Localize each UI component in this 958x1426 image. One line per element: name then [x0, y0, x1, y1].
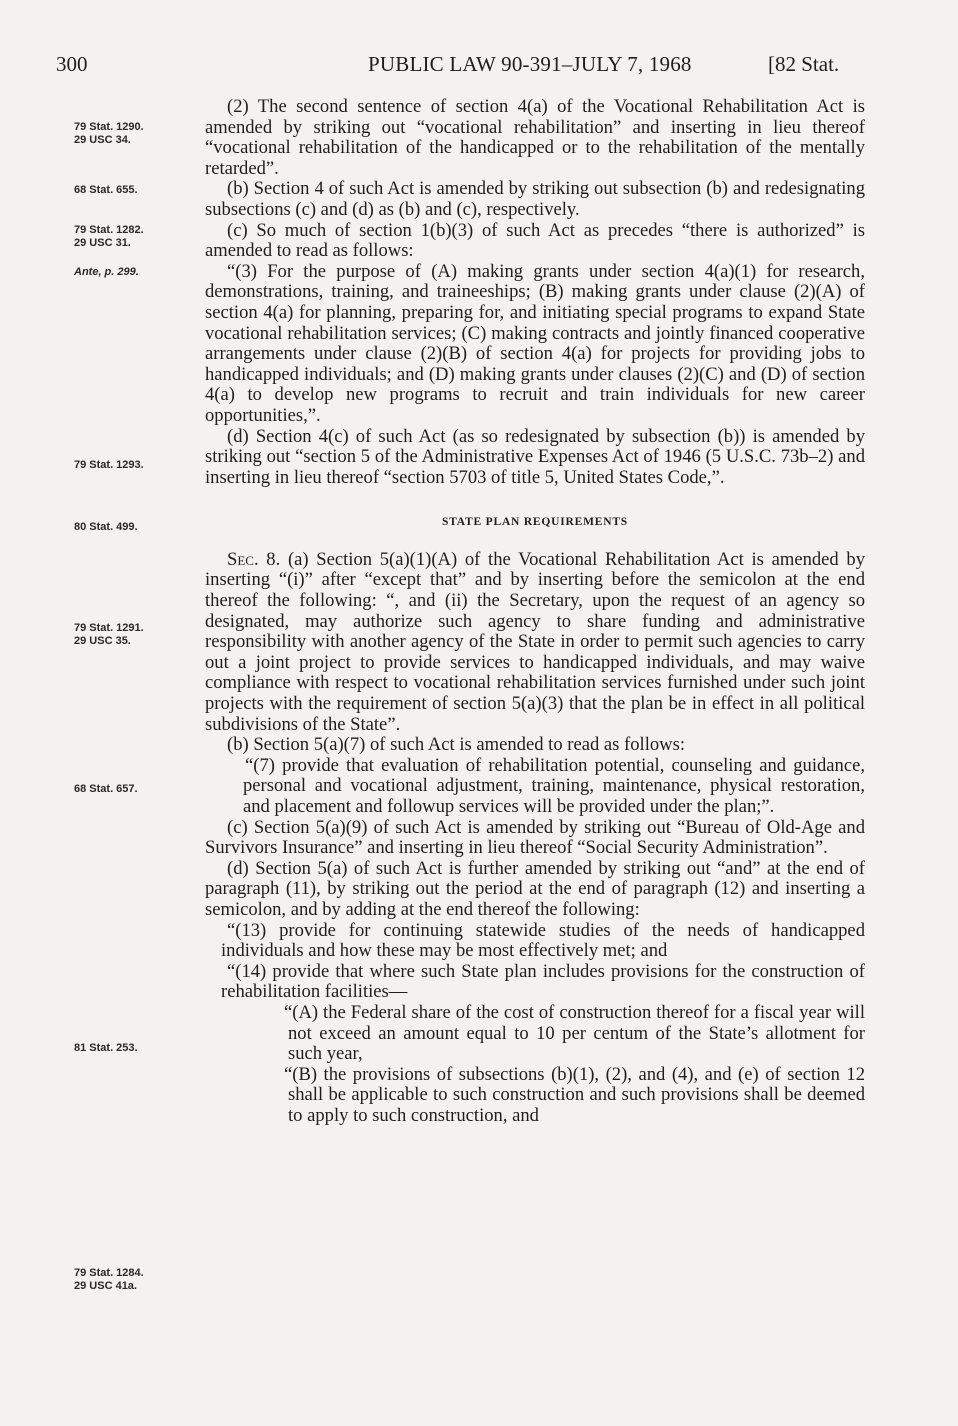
quoted-paragraph: “(14) provide that where such State plan includes provisions for the construction of rehabilitation facilities—: [221, 960, 865, 1003]
quoted-paragraph: “(A) the Federal share of the cost of construction thereof for a fiscal year will not exceed an amount equal to 10 per centum of the State’s allotment for such year,: [284, 1001, 865, 1065]
margin-note: 80 Stat. 499.: [74, 521, 138, 533]
quoted-paragraph: “(13) provide for continuing statewide studies of the needs of handicapped individuals and how these may be most effectively met; and: [221, 919, 865, 962]
paragraph: (b) Section 5(a)(7) of such Act is amended to read as follows:: [227, 734, 685, 756]
quoted-paragraph: “(7) provide that evaluation of rehabilitation potential, counseling and guidance, personal and vocational adjustment, training, maintenance, physical restoration, and placement and followup services will be provided under the plan;”.: [243, 754, 865, 817]
section-label: Sec. 8.: [227, 548, 281, 570]
margin-note: 79 Stat. 1291.: [74, 622, 144, 634]
margin-note: 79 Stat. 1284.: [74, 1267, 144, 1279]
section-heading: STATE PLAN REQUIREMENTS: [441, 516, 629, 529]
margin-note: Ante, p. 299.: [74, 266, 139, 278]
page-number: 300: [56, 52, 88, 76]
margin-note: 29 USC 34.: [74, 134, 131, 146]
section-text: (a) Section 5(a)(1)(A) of the Vocational Rehabilitation Act is amended by inserting “(i)” after “except that” and by inserting before the semicolon at the end thereof the following: “, and (ii) the Secretary, upon the request of an agency so designated, may authorize such agency to share funding and administrative responsibility with another agency of the State in order to permit such agencies to carry out a joint project to provide services to handicapped individuals, and may waive compliance with respect to vocational rehabilitation services furnished under such joint projects with the requirement of section 5(a)(3) that the plan be in effect in all political subdivisions of the State”.: [205, 548, 866, 735]
paragraph: [205, 550, 865, 735]
main-text: [205, 97, 865, 1127]
margin-note: 79 Stat. 1293.: [74, 459, 144, 471]
margin-note: 79 Stat. 1290.: [74, 121, 144, 133]
margin-note: 68 Stat. 655.: [74, 184, 138, 196]
margin-note: 29 USC 31.: [74, 237, 131, 249]
paragraph: (b) Section 4 of such Act is amended by striking out subsection (b) and redesignating subsections (c) and (d) as (b) and (c), respectively.: [205, 178, 865, 220]
paragraph: (c) Section 5(a)(9) of such Act is amended by striking out “Bureau of Old-Age and Survivors Insurance” and inserting in lieu thereof “Social Security Administration”.: [205, 816, 865, 859]
page-header: [0, 52, 958, 82]
margin-note: 68 Stat. 657.: [74, 783, 138, 795]
paragraph: (d) Section 5(a) of such Act is further amended by striking out “and” at the end of paragraph (11), by striking out the period at the end of paragraph (12) and inserting a semicolon, and by adding at the end thereof the following:: [205, 857, 865, 920]
margin-note: 29 USC 35.: [74, 635, 131, 647]
paragraph: (2) The second sentence of section 4(a) of the Vocational Rehabilitation Act is amended by striking out “vocational rehabilitation” and inserting in lieu thereof “vocational rehabilitation of the handicapped or to the rehabilitation of the mentally retarded”.: [205, 96, 865, 179]
paragraph: (c) So much of section 1(b)(3) of such Act as precedes “there is authorized” is amended to read as follows:: [205, 219, 865, 262]
margin-note: 79 Stat. 1282.: [74, 224, 144, 236]
statute-reference: [82 Stat.: [768, 52, 840, 76]
quoted-paragraph: “(B) the provisions of subsections (b)(1), (2), and (4), and (e) of section 12 shall be applicable to such construction and such provisions shall be deemed to apply to such construction, and: [284, 1063, 865, 1126]
running-title: PUBLIC LAW 90-391–JULY 7, 1968: [368, 52, 692, 76]
margin-note: 29 USC 41a.: [74, 1280, 137, 1292]
paragraph: (d) Section 4(c) of such Act (as so redesignated by subsection (b)) is amended by striking out “section 5 of the Administrative Expenses Act of 1946 (5 U.S.C. 73b–2) and inserting in lieu thereof “section 5703 of title 5, United States Code,”.: [205, 425, 865, 488]
margin-note: 81 Stat. 253.: [74, 1042, 138, 1054]
quoted-paragraph: “(3) For the purpose of (A) making grants under section 4(a)(1) for research, demonstrations, training, and traineeships; (B) making grants under clause (2)(A) of section 4(a) for planning, preparing for, and initiating special programs to expand State vocational rehabilitation services; (C) making contracts and jointly financed cooperative arrangements under clause (2)(B) of section 4(a) for projects for providing jobs to handicapped individuals; and (D) making grants under clauses (2)(C) and (D) of section 4(a) to develop new programs to recruit and train individuals for new career opportunities,”.: [205, 260, 865, 426]
